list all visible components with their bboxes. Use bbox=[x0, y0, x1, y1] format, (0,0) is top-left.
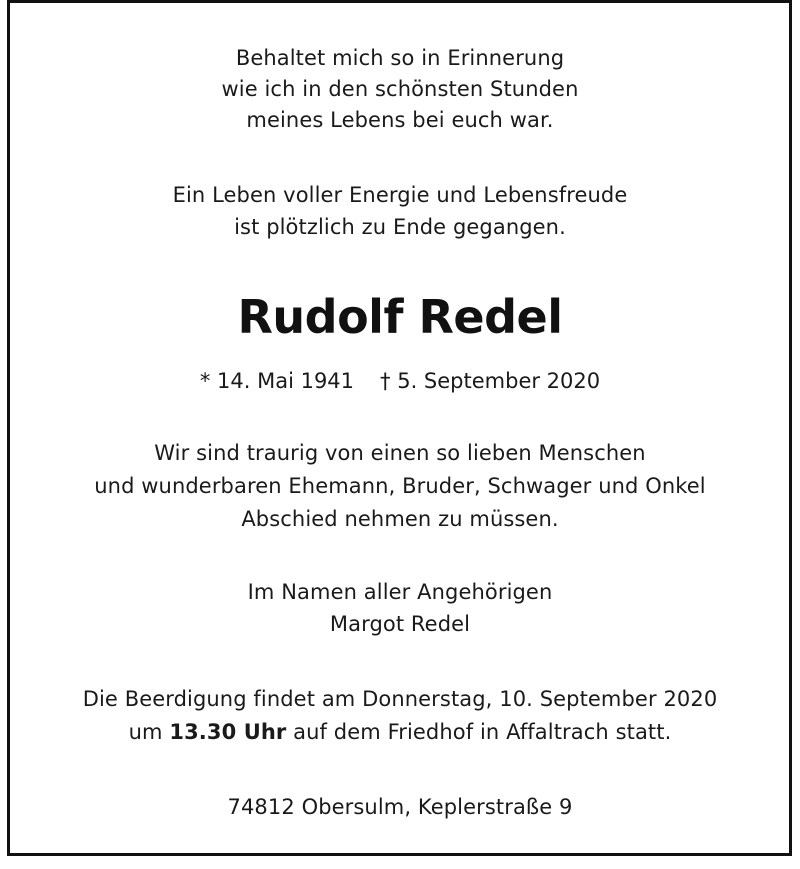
intro-line-1: Ein Leben voller Energie und Lebensfreude bbox=[172, 183, 628, 207]
life-dates bbox=[0, 365, 800, 397]
funeral-prefix: um bbox=[128, 720, 163, 744]
death-date: † 5. September 2020 bbox=[380, 369, 601, 393]
farewell-line-2: und wunderbaren Ehemann, Bruder, Schwager und Onkel bbox=[94, 474, 706, 498]
funeral-line-1: Die Beerdigung findet am Donnerstag, 10. September 2020 bbox=[82, 687, 718, 711]
signature-line-1: Im Namen aller Angehörigen bbox=[247, 580, 553, 604]
farewell-line-3: Abschied nehmen zu müssen. bbox=[241, 507, 559, 531]
deceased-name: Rudolf Redel bbox=[237, 290, 563, 344]
funeral-suffix: auf dem Friedhof in Affaltrach statt. bbox=[293, 720, 672, 744]
poem-line-3: meines Lebens bei euch war. bbox=[246, 108, 554, 132]
signature-name: Margot Redel bbox=[329, 612, 471, 636]
poem-line-2: wie ich in den schönsten Stunden bbox=[221, 77, 579, 101]
poem-line-1: Behaltet mich so in Erinnerung bbox=[235, 46, 565, 70]
funeral-line-2 bbox=[0, 716, 800, 748]
birth-date: * 14. Mai 1941 bbox=[199, 369, 355, 393]
address: 74812 Obersulm, Keplerstraße 9 bbox=[227, 795, 573, 819]
funeral-time: 13.30 Uhr bbox=[169, 720, 287, 744]
farewell-line-1: Wir sind traurig von einen so lieben Menschen bbox=[154, 441, 646, 465]
intro-line-2: ist plötzlich zu Ende gegangen. bbox=[234, 215, 566, 239]
